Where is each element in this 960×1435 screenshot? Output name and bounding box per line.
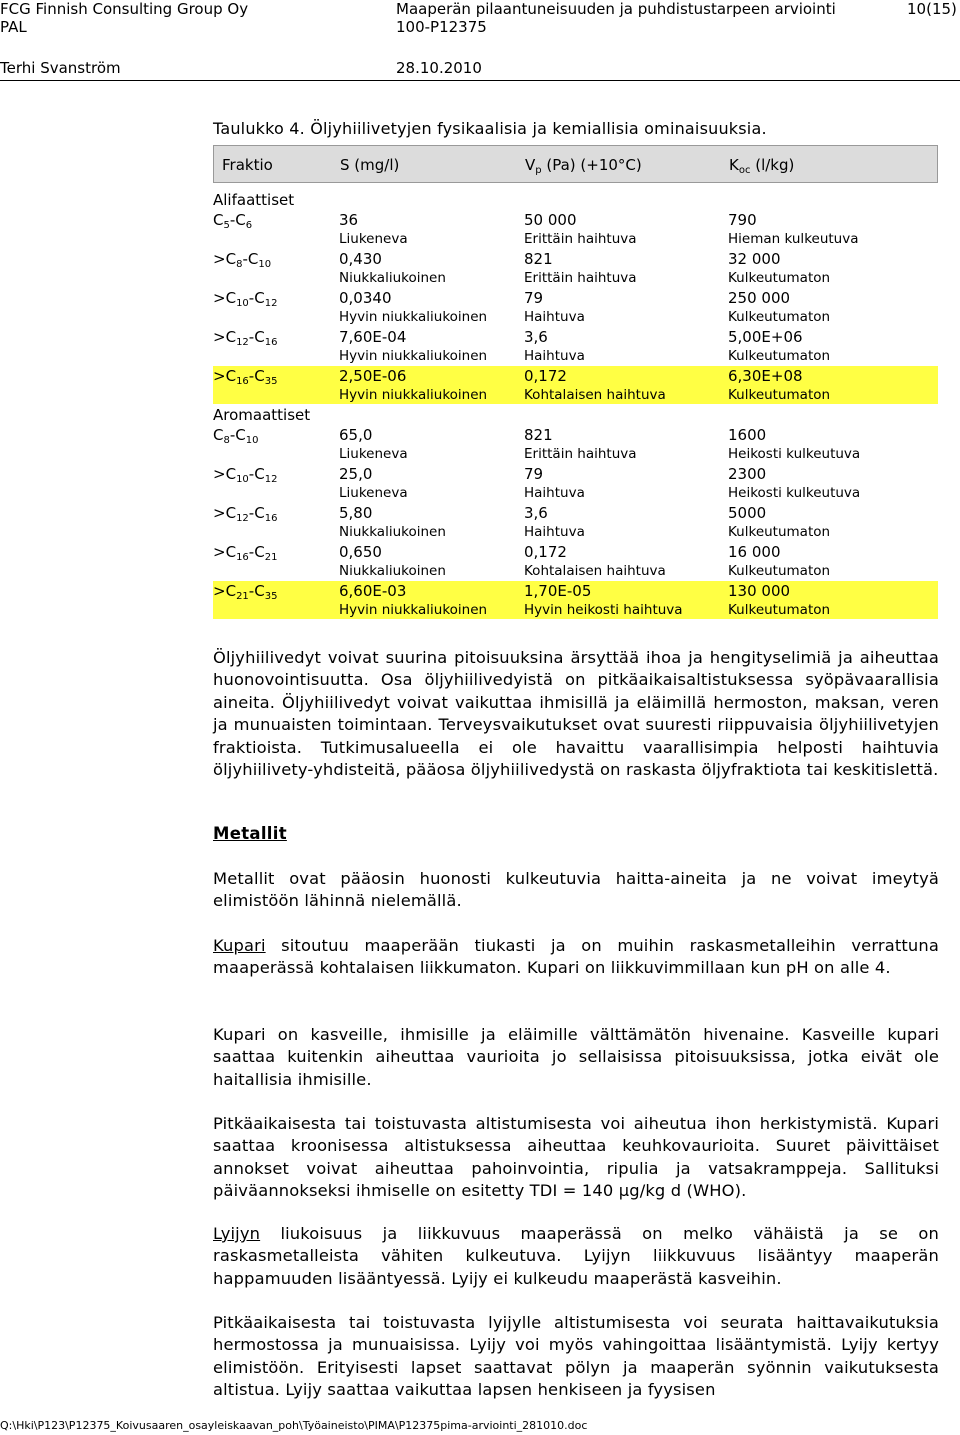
solubility-desc: Hyvin niukkaliukoinen xyxy=(339,309,488,325)
table-header xyxy=(213,145,938,183)
solubility-value: 36 xyxy=(339,211,359,229)
vapour-pressure-desc: Kohtalaisen haihtuva xyxy=(524,387,666,403)
koc-desc: Kulkeutumaton xyxy=(728,602,831,618)
solubility-value: 65,0 xyxy=(339,426,373,444)
koc-value: 130 000 xyxy=(728,582,791,600)
fraction-label: $>C_{12}-C_{16}$ xyxy=(213,504,278,524)
fraction-label: $>C_{12}-C_{16}$ xyxy=(213,328,278,348)
col-vapour-pressure: $V_p$ (Pa) (+10°C) xyxy=(525,156,642,176)
vapour-pressure-value: 50 000 xyxy=(524,211,577,229)
fraction-label: $C_8-C_{10}$ xyxy=(213,426,259,446)
header-divider xyxy=(0,80,960,81)
solubility-desc: Niukkaliukoinen xyxy=(339,524,446,540)
paragraph-copper-mobility: Kupari sitoutuu maaperään tiukasti ja on muihin raskasmetalleihin verrattuna maaperässä kohtalaisen liikkumaton. Kupari on liikkuvimmillaan kun pH on alle 4. xyxy=(213,936,939,978)
vapour-pressure-desc: Haihtuva xyxy=(524,485,585,501)
fraction-label: $>C_{21}-C_{35}$ xyxy=(213,582,278,602)
document-title: Maaperän pilaantuneisuuden ja puhdistustarpeen arviointi xyxy=(396,0,836,18)
koc-value: 2300 xyxy=(728,465,767,483)
solubility-value: 0,430 xyxy=(339,250,382,268)
koc-value: 5,00E+06 xyxy=(728,328,803,346)
page-number: 10(15) xyxy=(907,0,957,18)
solubility-value: 0,0340 xyxy=(339,289,392,307)
unit-name: PAL xyxy=(0,18,27,36)
koc-desc: Heikosti kulkeutuva xyxy=(728,485,861,501)
lead-term: Lyijyn xyxy=(213,1224,261,1243)
koc-desc: Kulkeutumaton xyxy=(728,524,831,540)
vapour-pressure-desc: Erittäin haihtuva xyxy=(524,446,637,462)
col-solubility: S (mg/l) xyxy=(340,156,400,174)
vapour-pressure-value: 821 xyxy=(524,250,553,268)
vapour-pressure-value: 1,70E-05 xyxy=(524,582,592,600)
paragraph-oil-health: Öljyhiilivedyt voivat suurina pitoisuuksina ärsyttää ihoa ja hengityselimiä ja aiheuttaa huonovointisuutta. Osa öljyhiilivedyistä on pitkäaikaisaltistuksessa syöpävaarallisia aineita. Öljyhiilivedyt voivat vaikuttaa ihmisillä ja eläimillä hermoston, maksan, veren ja munuaisten toimintaan. Terveysvaikutukset ovat suuresti riippuvaisia öljyhiilivetyjen fraktioista. Tutkimusalueella ei ole havaittu vaarallisimpia helposti haihtuvia öljyhiilivety-yhdisteitä, pääosa öljyhiilivedystä on raskasta öljyfraktiota tai keskitislettä. xyxy=(213,648,939,780)
solubility-desc: Niukkaliukoinen xyxy=(339,270,446,286)
solubility-value: 6,60E-03 xyxy=(339,582,407,600)
col-koc: $K_{oc}$ (l/kg) xyxy=(729,156,795,176)
koc-value: 5000 xyxy=(728,504,767,522)
solubility-desc: Niukkaliukoinen xyxy=(339,563,446,579)
vapour-pressure-desc: Erittäin haihtuva xyxy=(524,270,637,286)
company-name: FCG Finnish Consulting Group Oy xyxy=(0,0,249,18)
vapour-pressure-desc: Erittäin haihtuva xyxy=(524,231,637,247)
koc-value: 790 xyxy=(728,211,757,229)
paragraph-lead-mobility: Lyijyn liukoisuus ja liikkuvuus maaperässä on melko vähäistä ja se on raskasmetalleista vähiten kulkeutuva. Lyijyn liikkuvuus lisääntyy maaperän happamuuden lisääntyessä. Lyijy ei kulkeudu maaperästä kasveihin. xyxy=(213,1224,939,1288)
vapour-pressure-value: 79 xyxy=(524,465,544,483)
koc-desc: Kulkeutumaton xyxy=(728,348,831,364)
solubility-desc: Hyvin niukkaliukoinen xyxy=(339,387,488,403)
col-fraction: Fraktio xyxy=(222,156,273,174)
file-path-footer: Q:\Hki\P123\P12375_Koivusaaren_osayleiskaavan_poh\Työaineisto\PIMA\P12375pima-arviointi_281010.doc xyxy=(0,1419,588,1432)
properties-table xyxy=(213,145,938,624)
document-date: 28.10.2010 xyxy=(396,59,482,77)
vapour-pressure-value: 79 xyxy=(524,289,544,307)
copper-term: Kupari xyxy=(213,936,266,955)
solubility-desc: Liukeneva xyxy=(339,485,408,501)
vapour-pressure-desc: Haihtuva xyxy=(524,309,585,325)
solubility-desc: Hyvin niukkaliukoinen xyxy=(339,348,488,364)
solubility-value: 7,60E-04 xyxy=(339,328,407,346)
solubility-desc: Liukeneva xyxy=(339,446,408,462)
koc-desc: Kulkeutumaton xyxy=(728,563,831,579)
table-caption: Taulukko 4. Öljyhiilivetyjen fysikaalisia ja kemiallisia ominaisuuksia. xyxy=(213,119,767,138)
fraction-label: $C_5-C_6$ xyxy=(213,211,253,231)
koc-value: 16 000 xyxy=(728,543,781,561)
koc-desc: Hieman kulkeutuva xyxy=(728,231,859,247)
document-number: 100-P12375 xyxy=(396,18,487,36)
author: Terhi Svanström xyxy=(0,59,121,77)
solubility-value: 25,0 xyxy=(339,465,373,483)
fraction-label: $>C_{16}-C_{35}$ xyxy=(213,367,278,387)
koc-desc: Kulkeutumaton xyxy=(728,270,831,286)
fraction-label: $>C_{16}-C_{21}$ xyxy=(213,543,278,563)
vapour-pressure-value: 3,6 xyxy=(524,328,548,346)
solubility-value: 2,50E-06 xyxy=(339,367,407,385)
vapour-pressure-value: 0,172 xyxy=(524,367,567,385)
paragraph-metals-intro: Metallit ovat pääosin huonosti kulkeutuvia haitta-aineita ja ne voivat imeytyä elimistöön lähinnä nielemällä. xyxy=(213,869,939,911)
vapour-pressure-desc: Haihtuva xyxy=(524,524,585,540)
section-title: Alifaattiset xyxy=(213,191,295,209)
fraction-label: $>C_8-C_{10}$ xyxy=(213,250,272,270)
koc-desc: Kulkeutumaton xyxy=(728,387,831,403)
paragraph-lead-exposure: Pitkäaikaisesta tai toistuvasta lyijylle altistumisesta voi seurata haittavaikutuksia hermostossa ja munuaisissa. Lyijy voi myös vahingoittaa lisääntymistä. Lyijy kertyy elimistöön. Erityisesti lapset saattavat pölyn ja maaperän syönnin vaikutuksesta altistua. Lyijy saattaa vaikuttaa lapsen henkiseen ja fyysisen xyxy=(213,1313,939,1400)
koc-value: 250 000 xyxy=(728,289,791,307)
solubility-desc: Hyvin niukkaliukoinen xyxy=(339,602,488,618)
fraction-label: $>C_{10}-C_{12}$ xyxy=(213,289,278,309)
vapour-pressure-value: 3,6 xyxy=(524,504,548,522)
paragraph-copper-nutrient: Kupari on kasveille, ihmisille ja eläimille välttämätön hivenaine. Kasveille kupari saattaa kuitenkin aiheuttaa vaurioita jo sellaisissa pitoisuuksissa, jotka eivät ole haitallisia ihmisille. xyxy=(213,1025,939,1089)
vapour-pressure-desc: Kohtalaisen haihtuva xyxy=(524,563,666,579)
solubility-desc: Liukeneva xyxy=(339,231,408,247)
koc-value: 6,30E+08 xyxy=(728,367,803,385)
section-title: Aromaattiset xyxy=(213,406,311,424)
solubility-value: 5,80 xyxy=(339,504,373,522)
koc-desc: Heikosti kulkeutuva xyxy=(728,446,861,462)
vapour-pressure-value: 0,172 xyxy=(524,543,567,561)
solubility-value: 0,650 xyxy=(339,543,382,561)
fraction-label: $>C_{10}-C_{12}$ xyxy=(213,465,278,485)
vapour-pressure-desc: Hyvin heikosti haihtuva xyxy=(524,602,683,618)
koc-value: 32 000 xyxy=(728,250,781,268)
paragraph-copper-exposure: Pitkäaikaisesta tai toistuvasta altistumisesta voi aiheutua ihon herkistymistä. Kupari saattaa kroonisessa altistuksessa aiheuttaa keuhkovaurioita. Suuret päivittäiset annokset voivat aiheuttaa pahoinvointia, ripulia ja vatsakramppeja. Sallituksi päiväannokseksi ihmiselle on esitetty TDI = 140 µg/kg d (WHO). xyxy=(213,1114,939,1201)
vapour-pressure-desc: Haihtuva xyxy=(524,348,585,364)
koc-desc: Kulkeutumaton xyxy=(728,309,831,325)
vapour-pressure-value: 821 xyxy=(524,426,553,444)
metals-heading: Metallit xyxy=(213,824,287,843)
koc-value: 1600 xyxy=(728,426,767,444)
